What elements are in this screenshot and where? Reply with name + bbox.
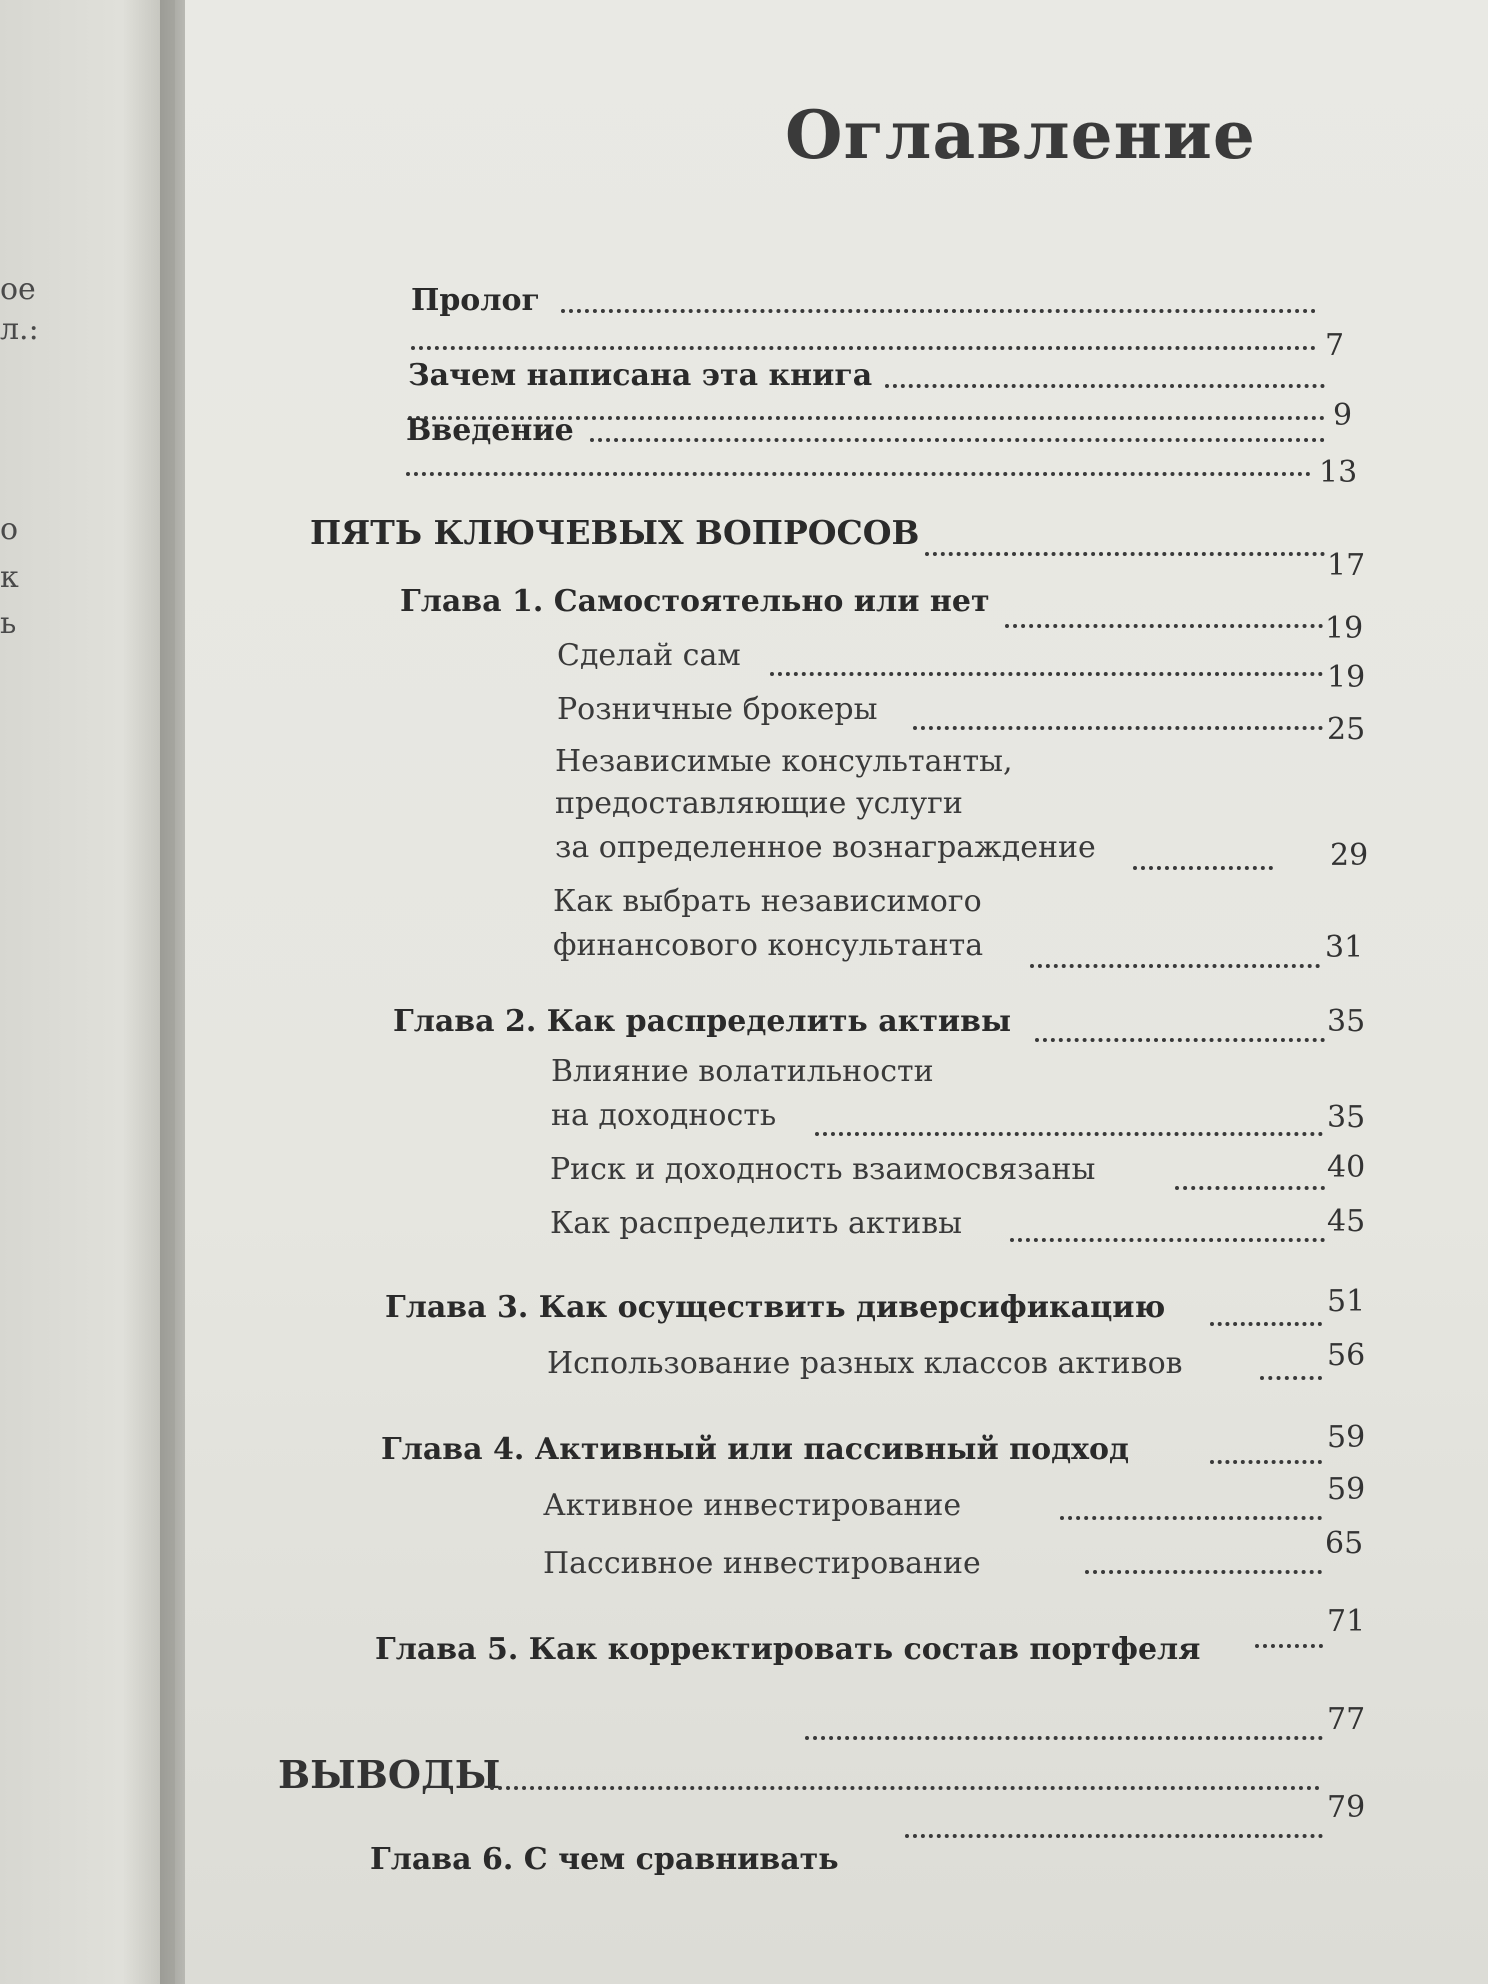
toc-subentry-label: Сделай сам: [557, 638, 741, 673]
toc-leader-dots: [1210, 1456, 1322, 1464]
toc-leader-dots: [411, 342, 1316, 350]
toc-subentry-label: финансового консультанта: [553, 928, 984, 963]
toc-entry-page: 71: [1327, 1604, 1366, 1639]
toc-leader-dots: [1010, 1234, 1325, 1242]
toc-entry-page: 40: [1327, 1150, 1366, 1185]
toc-entry-page: 19: [1325, 611, 1364, 646]
toc-chapter-label: Глава 1. Самостоятельно или нет: [400, 584, 990, 619]
left-page-fragment: ь: [0, 606, 17, 641]
left-page-fragment: ое: [0, 272, 36, 307]
left-page-fragment: к: [0, 560, 19, 595]
toc-leader-dots: [490, 1782, 1320, 1790]
left-page-fragment: л.:: [0, 312, 39, 347]
toc-leader-dots: [1133, 862, 1273, 870]
toc-leader-dots: [561, 305, 1316, 313]
toc-leader-dots: [770, 668, 1323, 676]
left-page-fragment: о: [0, 512, 19, 547]
toc-chapter-label: Глава 6. С чем сравнивать: [370, 1842, 839, 1877]
toc-entry-page: 45: [1327, 1204, 1366, 1239]
toc-entry-page: 59: [1327, 1472, 1366, 1507]
toc-entry-page: 65: [1325, 1526, 1364, 1561]
toc-entry-page: 19: [1327, 660, 1366, 695]
toc-entry-label: Введение: [406, 413, 574, 448]
toc-leader-dots: [1175, 1182, 1325, 1190]
toc-entry-page: 35: [1327, 1004, 1366, 1039]
toc-leader-dots: [1060, 1512, 1322, 1520]
toc-subentry-label: Как распределить активы: [550, 1206, 962, 1241]
toc-subentry-label: Влияние волатильности: [551, 1054, 934, 1089]
toc-chapter-label: Глава 4. Активный или пассивный подход: [381, 1432, 1130, 1467]
toc-entry-page: 13: [1319, 455, 1358, 490]
toc-entry-label: Зачем написана эта книга: [408, 358, 873, 393]
toc-leader-dots: [1030, 960, 1320, 968]
previous-page: [0, 0, 175, 1984]
toc-entry-page: 31: [1325, 930, 1364, 965]
toc-leader-dots: [1035, 1034, 1325, 1042]
toc-subentry-label: предоставляющие услуги: [555, 786, 963, 821]
toc-entry-page: 51: [1327, 1284, 1366, 1319]
toc-leader-dots: [1260, 1372, 1322, 1380]
toc-chapter-label: Глава 2. Как распределить активы: [393, 1004, 1012, 1039]
toc-subentry-label: Риск и доходность взаимосвязаны: [550, 1152, 1096, 1187]
toc-chapter-label: Глава 5. Как корректировать состав портфеля: [375, 1632, 1201, 1667]
toc-entry-page: 29: [1330, 838, 1369, 873]
toc-entry-page: 17: [1327, 548, 1366, 583]
toc-page: [185, 0, 1488, 1984]
toc-subentry-label: на доходность: [551, 1098, 777, 1133]
toc-subentry-label: Как выбрать независимого: [553, 884, 982, 919]
toc-subentry-label: Пассивное инвестирование: [543, 1546, 981, 1581]
toc-entry-page: 77: [1327, 1702, 1366, 1737]
toc-entry-page: 7: [1325, 328, 1345, 363]
toc-entry-page: 59: [1327, 1420, 1366, 1455]
toc-leader-dots: [805, 1732, 1323, 1740]
toc-leader-dots: [1255, 1640, 1323, 1648]
toc-leader-dots: [905, 1830, 1323, 1838]
toc-entry-page: 35: [1327, 1100, 1366, 1135]
toc-leader-dots: [1005, 620, 1323, 628]
toc-leader-dots: [913, 722, 1323, 730]
toc-leader-dots: [1085, 1566, 1322, 1574]
toc-leader-dots: [885, 380, 1325, 388]
toc-subentry-label: Независимые консультанты,: [555, 744, 1013, 779]
toc-subentry-label: Использование разных классов активов: [547, 1346, 1183, 1381]
toc-subentry-label: Розничные брокеры: [557, 692, 878, 727]
toc-entry-page: 25: [1327, 712, 1366, 747]
toc-entry-label: Пролог: [411, 283, 540, 318]
page-title: Оглавление: [785, 96, 1256, 174]
toc-entry-page: 9: [1333, 398, 1353, 433]
toc-subentry-label: за определенное вознаграждение: [555, 830, 1096, 865]
toc-leader-dots: [925, 548, 1325, 556]
toc-chapter-label: Глава 3. Как осуществить диверсификацию: [385, 1290, 1166, 1325]
toc-leader-dots: [1210, 1318, 1322, 1326]
toc-entry-page: 79: [1327, 1790, 1366, 1825]
toc-leader-dots: [590, 434, 1325, 442]
toc-subentry-label: Активное инвестирование: [543, 1488, 962, 1523]
toc-entry-page: 56: [1327, 1338, 1366, 1373]
toc-section-label: ВЫВОДЫ: [278, 1752, 501, 1797]
toc-leader-dots: [815, 1128, 1323, 1136]
toc-section-label: ПЯТЬ КЛЮЧЕВЫХ ВОПРОСОВ: [310, 513, 920, 552]
toc-leader-dots: [406, 468, 1311, 476]
